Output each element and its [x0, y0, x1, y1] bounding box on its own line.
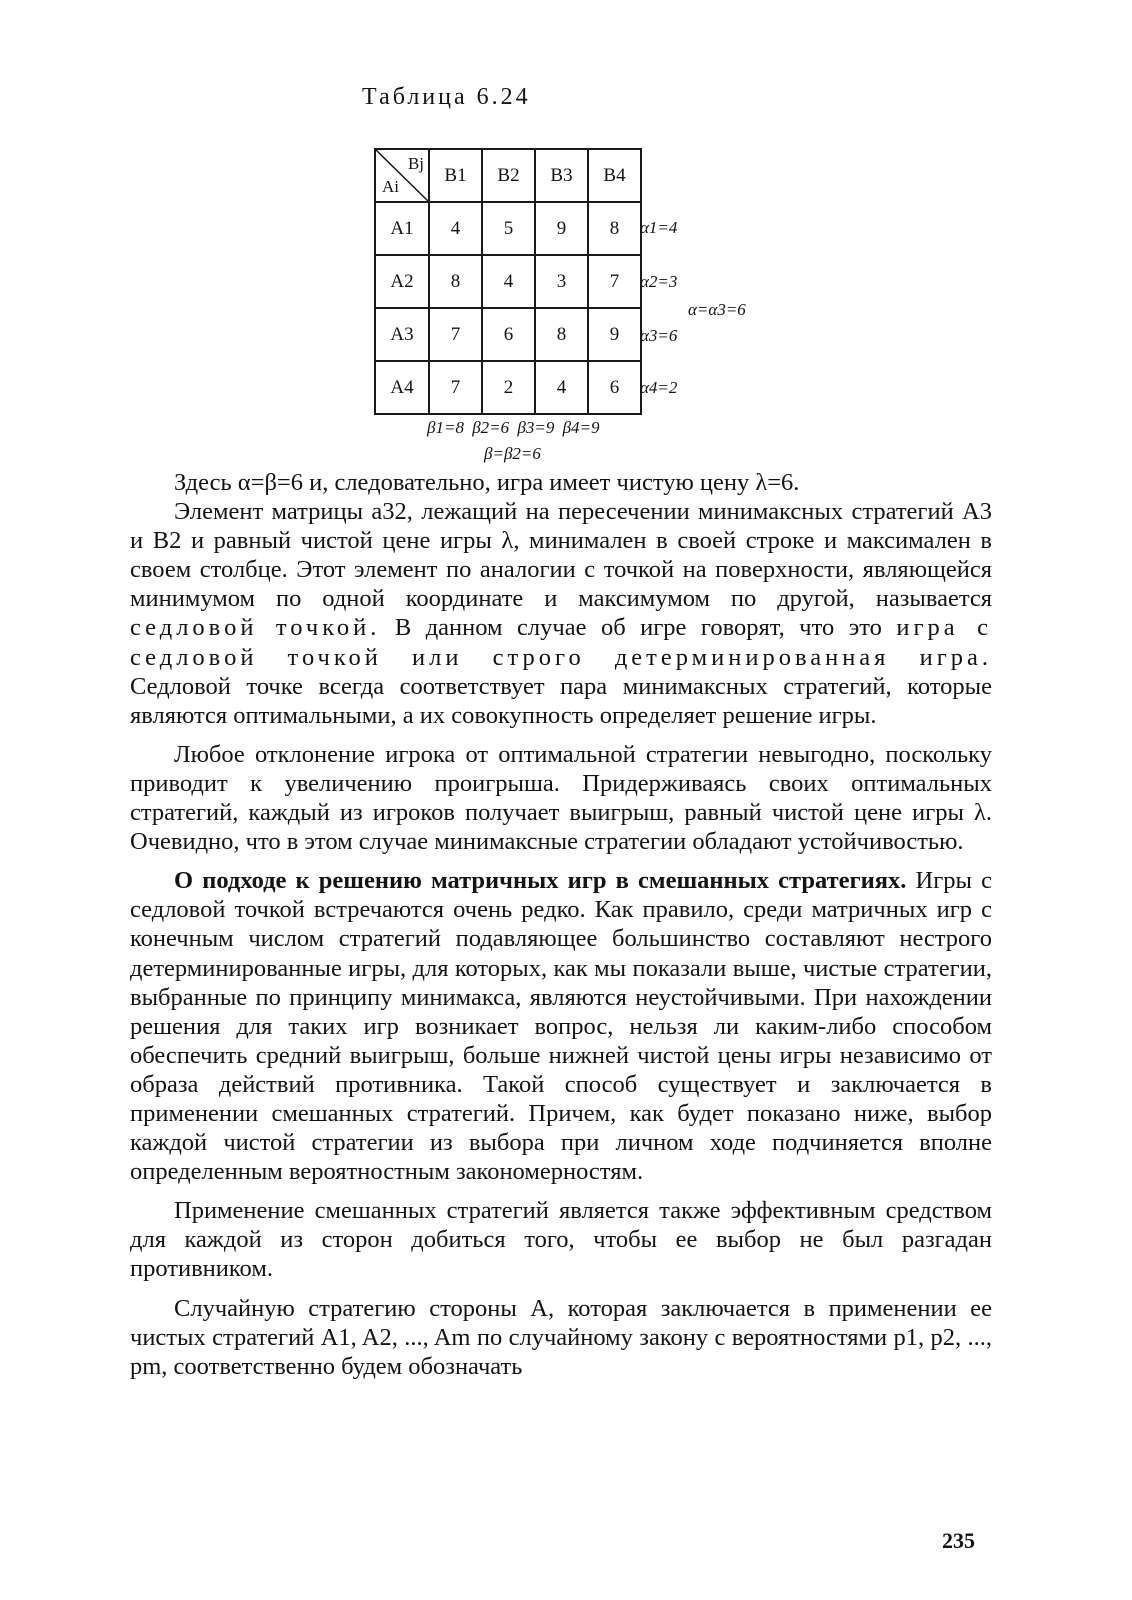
- matrix-header-row: [375, 149, 641, 202]
- corner-row-label: Ai: [382, 177, 399, 196]
- alpha-total-label: α=α3=6: [688, 300, 746, 319]
- alpha-4-label: α4=2: [640, 378, 678, 397]
- col-header-b1: B1: [429, 149, 482, 202]
- matrix-row-a3: [375, 308, 641, 361]
- page-number: 235: [942, 1528, 975, 1553]
- matrix-cell: 8: [429, 255, 482, 308]
- beta-values-label: β1=8 β2=6 β3=9 β4=9: [427, 418, 600, 437]
- matrix-corner-cell: [375, 149, 429, 202]
- row-header-a2: A2: [375, 255, 429, 308]
- matrix-cell: 5: [482, 202, 535, 255]
- paragraph-6: Случайную стратегию стороны A, которая заключается в применении ее чистых стратегий A1, A2, ..., Am по случайному закону с вероятностями p1, p2, ..., pm, соответственно будем обозначать: [130, 1294, 992, 1380]
- matrix-cell: 6: [588, 361, 641, 414]
- row-header-a3: A3: [375, 308, 429, 361]
- col-header-b4: B4: [588, 149, 641, 202]
- paragraph-4-body: Игры с седловой точкой встречаются очень редко. Как правило, среди матричных игр с конечным числом стратегий подавляющее большинство составляют нестрого детерминированные игры, для которых, как мы показали выше, чистые стратегии, выбранные по принципу минимакса, являются неустойчивыми. При нахождении решения для таких игр возникает вопрос, нельзя ли каким-либо способом обеспечить средний выигрыш, больше нижней чистой цены игры независимо от образа действий противника. Такой способ существует и заключается в применении смешанных стратегий. Причем, как будет показано ниже, выбор каждой чистой стратегии из выбора при личном ходе подчиняется вполне определенным вероятностным закономерностям.: [130, 867, 993, 1186]
- paragraph-3: Любое отклонение игрока от оптимальной стратегии невыгодно, поскольку приводит к увеличению проигрыша. Придерживаясь своих оптимальных стратегий, каждый из игроков получает выигрыш, равный чистой цене игры λ. Очевидно, что в этом случае минимаксные стратегии обладают устойчивостью.: [130, 740, 992, 856]
- matrix-cell: 6: [482, 308, 535, 361]
- col-header-b2: B2: [482, 149, 535, 202]
- matrix-cell: 8: [588, 202, 641, 255]
- matrix-cell: 4: [429, 202, 482, 255]
- section-heading: О подходе к решению матричных игр в смешанных стратегиях.: [174, 867, 907, 895]
- row-header-a1: A1: [375, 202, 429, 255]
- table-caption: Таблица 6.24: [362, 84, 531, 110]
- alpha-3-label: α3=6: [640, 326, 678, 345]
- paragraph-2-part-b: В данном случае об игре говорят, что это: [380, 614, 897, 642]
- row-header-a4: A4: [375, 361, 429, 414]
- paragraph-5: Применение смешанных стратегий является также эффективным средством для каждой из сторон добиться того, чтобы ее выбор не был разгадан противником.: [130, 1197, 992, 1283]
- matrix-cell: 7: [588, 255, 641, 308]
- matrix-row-a2: [375, 255, 641, 308]
- matrix-cell: 9: [535, 202, 588, 255]
- term-saddle-point: седловой точкой.: [130, 614, 381, 642]
- matrix-cell: 7: [429, 361, 482, 414]
- paragraph-2-part-a: Элемент матрицы a32, лежащий на пересечении минимаксных стратегий A3 и B2 и равный чистой цене игры λ, минимален в своей строке и максимален в своем столбце. Этот элемент по аналогии с точкой на поверхности, являющейся минимумом по одной координате и максимумом по другой, называется: [130, 498, 992, 613]
- alpha-1-label: α1=4: [640, 218, 678, 237]
- beta-total-label: β=β2=6: [484, 444, 541, 463]
- matrix-cell: 7: [429, 308, 482, 361]
- col-header-b3: B3: [535, 149, 588, 202]
- matrix-cell: 2: [482, 361, 535, 414]
- term-saddle-game: игра с седловой точкой или строго детерминированная игра.: [130, 614, 992, 671]
- matrix-row-a1: [375, 202, 641, 255]
- matrix-cell: 9: [588, 308, 641, 361]
- matrix-row-a4: [375, 361, 641, 414]
- paragraph-2: [130, 497, 992, 730]
- matrix-cell: 3: [535, 255, 588, 308]
- paragraph-2-part-c: Седловой точке всегда соответствует пара минимаксных стратегий, которые являются оптимальными, а их совокупность определяет решение игры.: [130, 672, 992, 729]
- matrix-cell: 4: [535, 361, 588, 414]
- body-text: [130, 468, 992, 1381]
- paragraph-4: [130, 866, 992, 1186]
- corner-col-label: Bj: [407, 154, 424, 173]
- payoff-matrix: [374, 148, 642, 415]
- matrix-cell: 4: [482, 255, 535, 308]
- matrix-cell: 8: [535, 308, 588, 361]
- paragraph-1: Здесь α=β=6 и, следовательно, игра имеет чистую цену λ=6.: [174, 469, 800, 496]
- alpha-2-label: α2=3: [640, 272, 678, 291]
